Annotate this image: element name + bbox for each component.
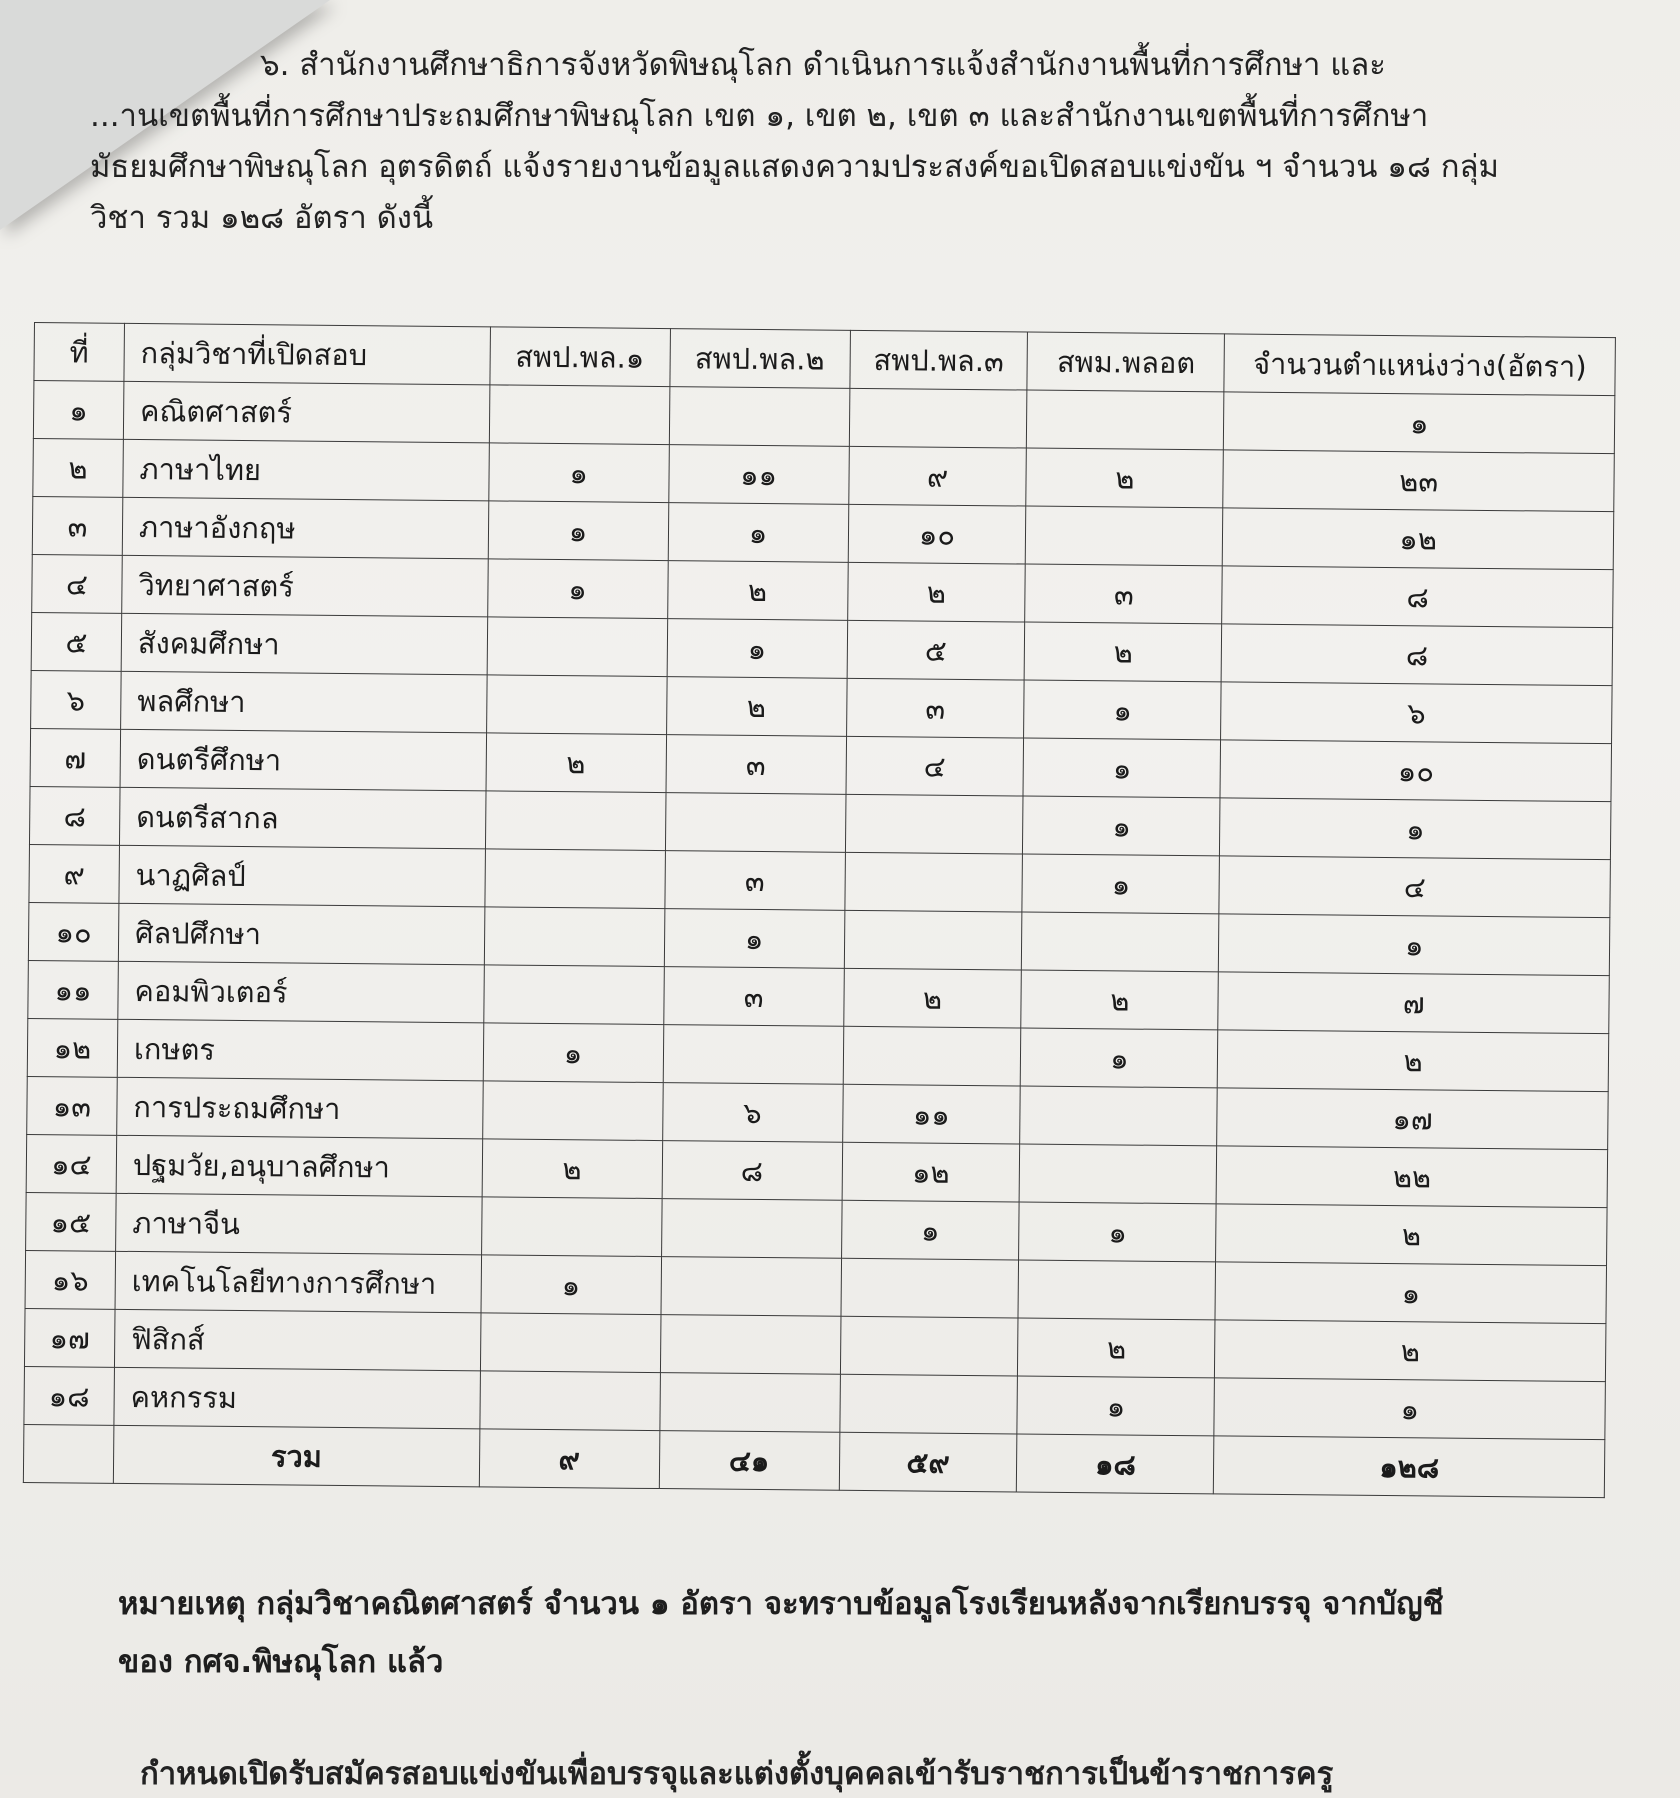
cell-pl2: ๑ — [668, 503, 848, 563]
header-pl3: สพป.พล.๓ — [849, 330, 1027, 390]
cell-subject: คหกรรม — [114, 1367, 480, 1429]
cell-pl1: ๒ — [486, 733, 666, 793]
cell-no: ๑๒ — [27, 1018, 117, 1077]
cell-pl1 — [480, 1313, 660, 1373]
cell-secondary: ๑ — [1017, 1376, 1214, 1436]
cell-secondary: ๓ — [1025, 564, 1222, 624]
cell-total: ๒๒ — [1216, 1146, 1607, 1208]
cell-pl1 — [480, 1371, 660, 1431]
cell-pl1 — [487, 617, 667, 677]
cell-pl1: ๑ — [487, 559, 667, 619]
cell-pl1: ๑ — [488, 501, 668, 561]
cell-no: ๔ — [32, 554, 122, 613]
header-total: จำนวนตำแหน่งว่าง(อัตรา) — [1224, 334, 1615, 396]
cell-subject: ภาษาอังกฤษ — [122, 497, 488, 559]
cell-pl2 — [669, 387, 849, 447]
total-pl2: ๔๑ — [659, 1431, 839, 1491]
intro-line-1: ๖. สำนักงานศึกษาธิการจังหวัดพิษณุโลก ดำเนินการแจ้งสำนักงานพื้นที่การศึกษา และ — [260, 47, 1386, 83]
cell-pl1 — [486, 675, 666, 735]
cell-pl3 — [845, 794, 1023, 854]
cell-subject: ดนตรีสากล — [119, 787, 485, 849]
cell-no: ๑๘ — [24, 1366, 114, 1425]
cell-pl2: ๑ — [667, 619, 847, 679]
intro-line-4: วิชา รวม ๑๒๘ อัตรา ดังนี้ — [90, 200, 434, 236]
cell-secondary — [1026, 506, 1223, 566]
cell-total: ๑ — [1219, 914, 1610, 976]
cell-pl3: ๑๒ — [842, 1142, 1020, 1202]
cell-pl1 — [484, 907, 664, 967]
cell-pl2: ๘ — [662, 1141, 842, 1201]
cell-pl3: ๒ — [843, 968, 1021, 1028]
cell-secondary: ๑ — [1023, 738, 1220, 798]
total-secondary: ๑๘ — [1017, 1434, 1214, 1494]
cell-total: ๑ — [1220, 798, 1611, 860]
header-subject: กลุ่มวิชาที่เปิดสอบ — [124, 323, 490, 385]
cell-subject: ภาษาไทย — [123, 439, 489, 501]
cell-pl3: ๕ — [847, 620, 1025, 680]
cell-secondary: ๒ — [1021, 970, 1218, 1030]
cell-no: ๕ — [31, 612, 121, 671]
cell-pl2: ๑๑ — [668, 445, 848, 505]
cell-pl2: ๒ — [666, 677, 846, 737]
cell-no: ๑๑ — [28, 960, 118, 1019]
cell-subject: ฟิสิกส์ — [114, 1309, 480, 1371]
cell-total: ๒ — [1216, 1204, 1607, 1266]
cell-total: ๑ — [1214, 1378, 1605, 1440]
total-pl1: ๙ — [479, 1429, 659, 1489]
cell-secondary — [1027, 390, 1224, 450]
cell-pl2: ๖ — [662, 1083, 842, 1143]
cell-pl1 — [481, 1197, 661, 1257]
cell-pl2: ๓ — [664, 851, 844, 911]
cell-no: ๑๕ — [26, 1192, 116, 1251]
cell-subject: คณิตศาสตร์ — [123, 381, 489, 443]
cell-pl1 — [483, 965, 663, 1025]
cell-pl1: ๑ — [481, 1255, 661, 1315]
cell-total: ๒๓ — [1223, 450, 1614, 512]
cell-subject: สังคมศึกษา — [121, 613, 487, 675]
cell-subject: ศิลปศึกษา — [118, 903, 484, 965]
cell-pl1: ๒ — [482, 1139, 662, 1199]
cell-pl3: ๒ — [847, 562, 1025, 622]
total-pl3: ๕๙ — [839, 1432, 1017, 1492]
cell-subject: เกษตร — [117, 1019, 483, 1081]
cell-pl3: ๑๐ — [848, 504, 1026, 564]
cell-secondary: ๑ — [1022, 854, 1219, 914]
cell-total: ๑๐ — [1220, 740, 1611, 802]
cell-pl3 — [841, 1258, 1019, 1318]
cell-pl1: ๑ — [488, 443, 668, 503]
cell-pl3: ๑ — [841, 1200, 1019, 1260]
cell-pl1: ๑ — [483, 1023, 663, 1083]
cell-pl3 — [839, 1374, 1017, 1434]
cell-secondary: ๑ — [1024, 680, 1221, 740]
cell-no: ๓ — [32, 496, 122, 555]
cell-no: ๘ — [29, 786, 119, 845]
cell-subject: ปฐมวัย,อนุบาลศึกษา — [116, 1135, 482, 1197]
total-label: รวม — [113, 1425, 479, 1487]
cell-pl3: ๓ — [846, 678, 1024, 738]
header-secondary: สพม.พลอต — [1027, 332, 1224, 392]
intro-line-3: มัธยมศึกษาพิษณุโลก อุตรดิตถ์ แจ้งรายงานข้อมูลแสดงความประสงค์ขอเปิดสอบแข่งขัน ฯ จำนวน ๑๘ กลุ่ม — [90, 149, 1499, 185]
cell-subject: การประถมศึกษา — [117, 1077, 483, 1139]
cell-pl3 — [849, 388, 1027, 448]
cell-total: ๘ — [1222, 566, 1613, 628]
cell-no: ๑๗ — [24, 1308, 114, 1367]
intro-paragraph — [90, 40, 1550, 244]
cell-total: ๑ — [1224, 392, 1615, 454]
cell-total: ๔ — [1219, 856, 1610, 918]
cell-total: ๑๗ — [1217, 1088, 1608, 1150]
cell-secondary: ๒ — [1025, 622, 1222, 682]
intro-line-2: ...านเขตพื้นที่การศึกษาประถมศึกษาพิษณุโลก เขต ๑, เขต ๒, เขต ๓ และสำนักงานเขตพื้นที่การศึกษา — [90, 98, 1429, 134]
cell-secondary: ๒ — [1026, 448, 1223, 508]
cell-no: ๗ — [30, 728, 120, 787]
cell-secondary: ๑ — [1023, 796, 1220, 856]
cell-secondary: ๑ — [1021, 1028, 1218, 1088]
cell-no: ๑๐ — [28, 902, 118, 961]
cell-pl3: ๔ — [846, 736, 1024, 796]
cell-secondary — [1018, 1260, 1215, 1320]
cell-pl3 — [843, 1026, 1021, 1086]
cell-pl2 — [661, 1257, 841, 1317]
cell-pl1 — [482, 1081, 662, 1141]
cell-no: ๙ — [29, 844, 119, 903]
cell-no: ๑๔ — [26, 1134, 116, 1193]
cell-total: ๒ — [1215, 1320, 1606, 1382]
cell-no: ๖ — [31, 670, 121, 729]
remark-note — [118, 1575, 1558, 1691]
cell-pl3 — [840, 1316, 1018, 1376]
vacancy-table — [23, 322, 1616, 1498]
cut-off-text-line: กำหนดเปิดรับสมัครสอบแข่งขันเพื่อบรรจุและแต่งตั้งบุคคลเข้ารับราชการเป็นข้าราชการครู — [140, 1756, 1334, 1792]
note-line-1: หมายเหตุ กลุ่มวิชาคณิตศาสตร์ จำนวน ๑ อัตรา จะทราบข้อมูลโรงเรียนหลังจากเรียกบรรจุ จากบัญชี — [118, 1586, 1444, 1622]
cell-pl2: ๑ — [664, 909, 844, 969]
cell-pl2 — [661, 1199, 841, 1259]
cell-pl2: ๓ — [663, 967, 843, 1027]
cell-pl2 — [660, 1315, 840, 1375]
header-pl1: สพป.พล.๑ — [490, 327, 670, 387]
cell-pl2: ๓ — [666, 735, 846, 795]
cell-pl2 — [663, 1025, 843, 1085]
cell-total: ๑๒ — [1223, 508, 1614, 570]
note-line-2: ของ กศจ.พิษณุโลก แล้ว — [118, 1644, 444, 1680]
cell-total: ๑ — [1215, 1262, 1606, 1324]
total-row-blank — [23, 1424, 113, 1483]
cell-no: ๒ — [33, 438, 123, 497]
cell-total: ๖ — [1221, 682, 1612, 744]
cell-no: ๑ — [33, 381, 123, 440]
cell-pl3 — [844, 910, 1022, 970]
cell-total: ๘ — [1221, 624, 1612, 686]
cell-subject: ภาษาจีน — [116, 1193, 482, 1255]
cell-subject: พลศึกษา — [121, 671, 487, 733]
cell-secondary — [1022, 912, 1219, 972]
cell-pl3: ๙ — [848, 446, 1026, 506]
cell-subject: ดนตรีศึกษา — [120, 729, 486, 791]
cell-subject: นาฏศิลป์ — [119, 845, 485, 907]
cell-pl3 — [844, 852, 1022, 912]
total-overall: ๑๒๘ — [1214, 1436, 1605, 1498]
header-pl2: สพป.พล.๒ — [669, 329, 849, 389]
cell-secondary — [1020, 1086, 1217, 1146]
cell-pl1 — [485, 791, 665, 851]
cell-subject: คอมพิวเตอร์ — [118, 961, 484, 1023]
cell-subject: เทคโนโลยีทางการศึกษา — [115, 1251, 481, 1313]
cell-secondary — [1020, 1144, 1217, 1204]
cell-secondary: ๑ — [1019, 1202, 1216, 1262]
cell-pl3: ๑๑ — [842, 1084, 1020, 1144]
cell-pl1 — [485, 849, 665, 909]
cell-total: ๗ — [1218, 972, 1609, 1034]
cell-total: ๒ — [1218, 1030, 1609, 1092]
cell-subject: วิทยาศาสตร์ — [122, 555, 488, 617]
cell-secondary: ๒ — [1018, 1318, 1215, 1378]
cell-pl2: ๒ — [667, 561, 847, 621]
cell-no: ๑๓ — [27, 1076, 117, 1135]
cell-pl2 — [665, 793, 845, 853]
cell-no: ๑๖ — [25, 1250, 115, 1309]
header-no: ที่ — [34, 323, 124, 382]
cell-pl2 — [659, 1373, 839, 1433]
cell-pl1 — [489, 385, 669, 445]
